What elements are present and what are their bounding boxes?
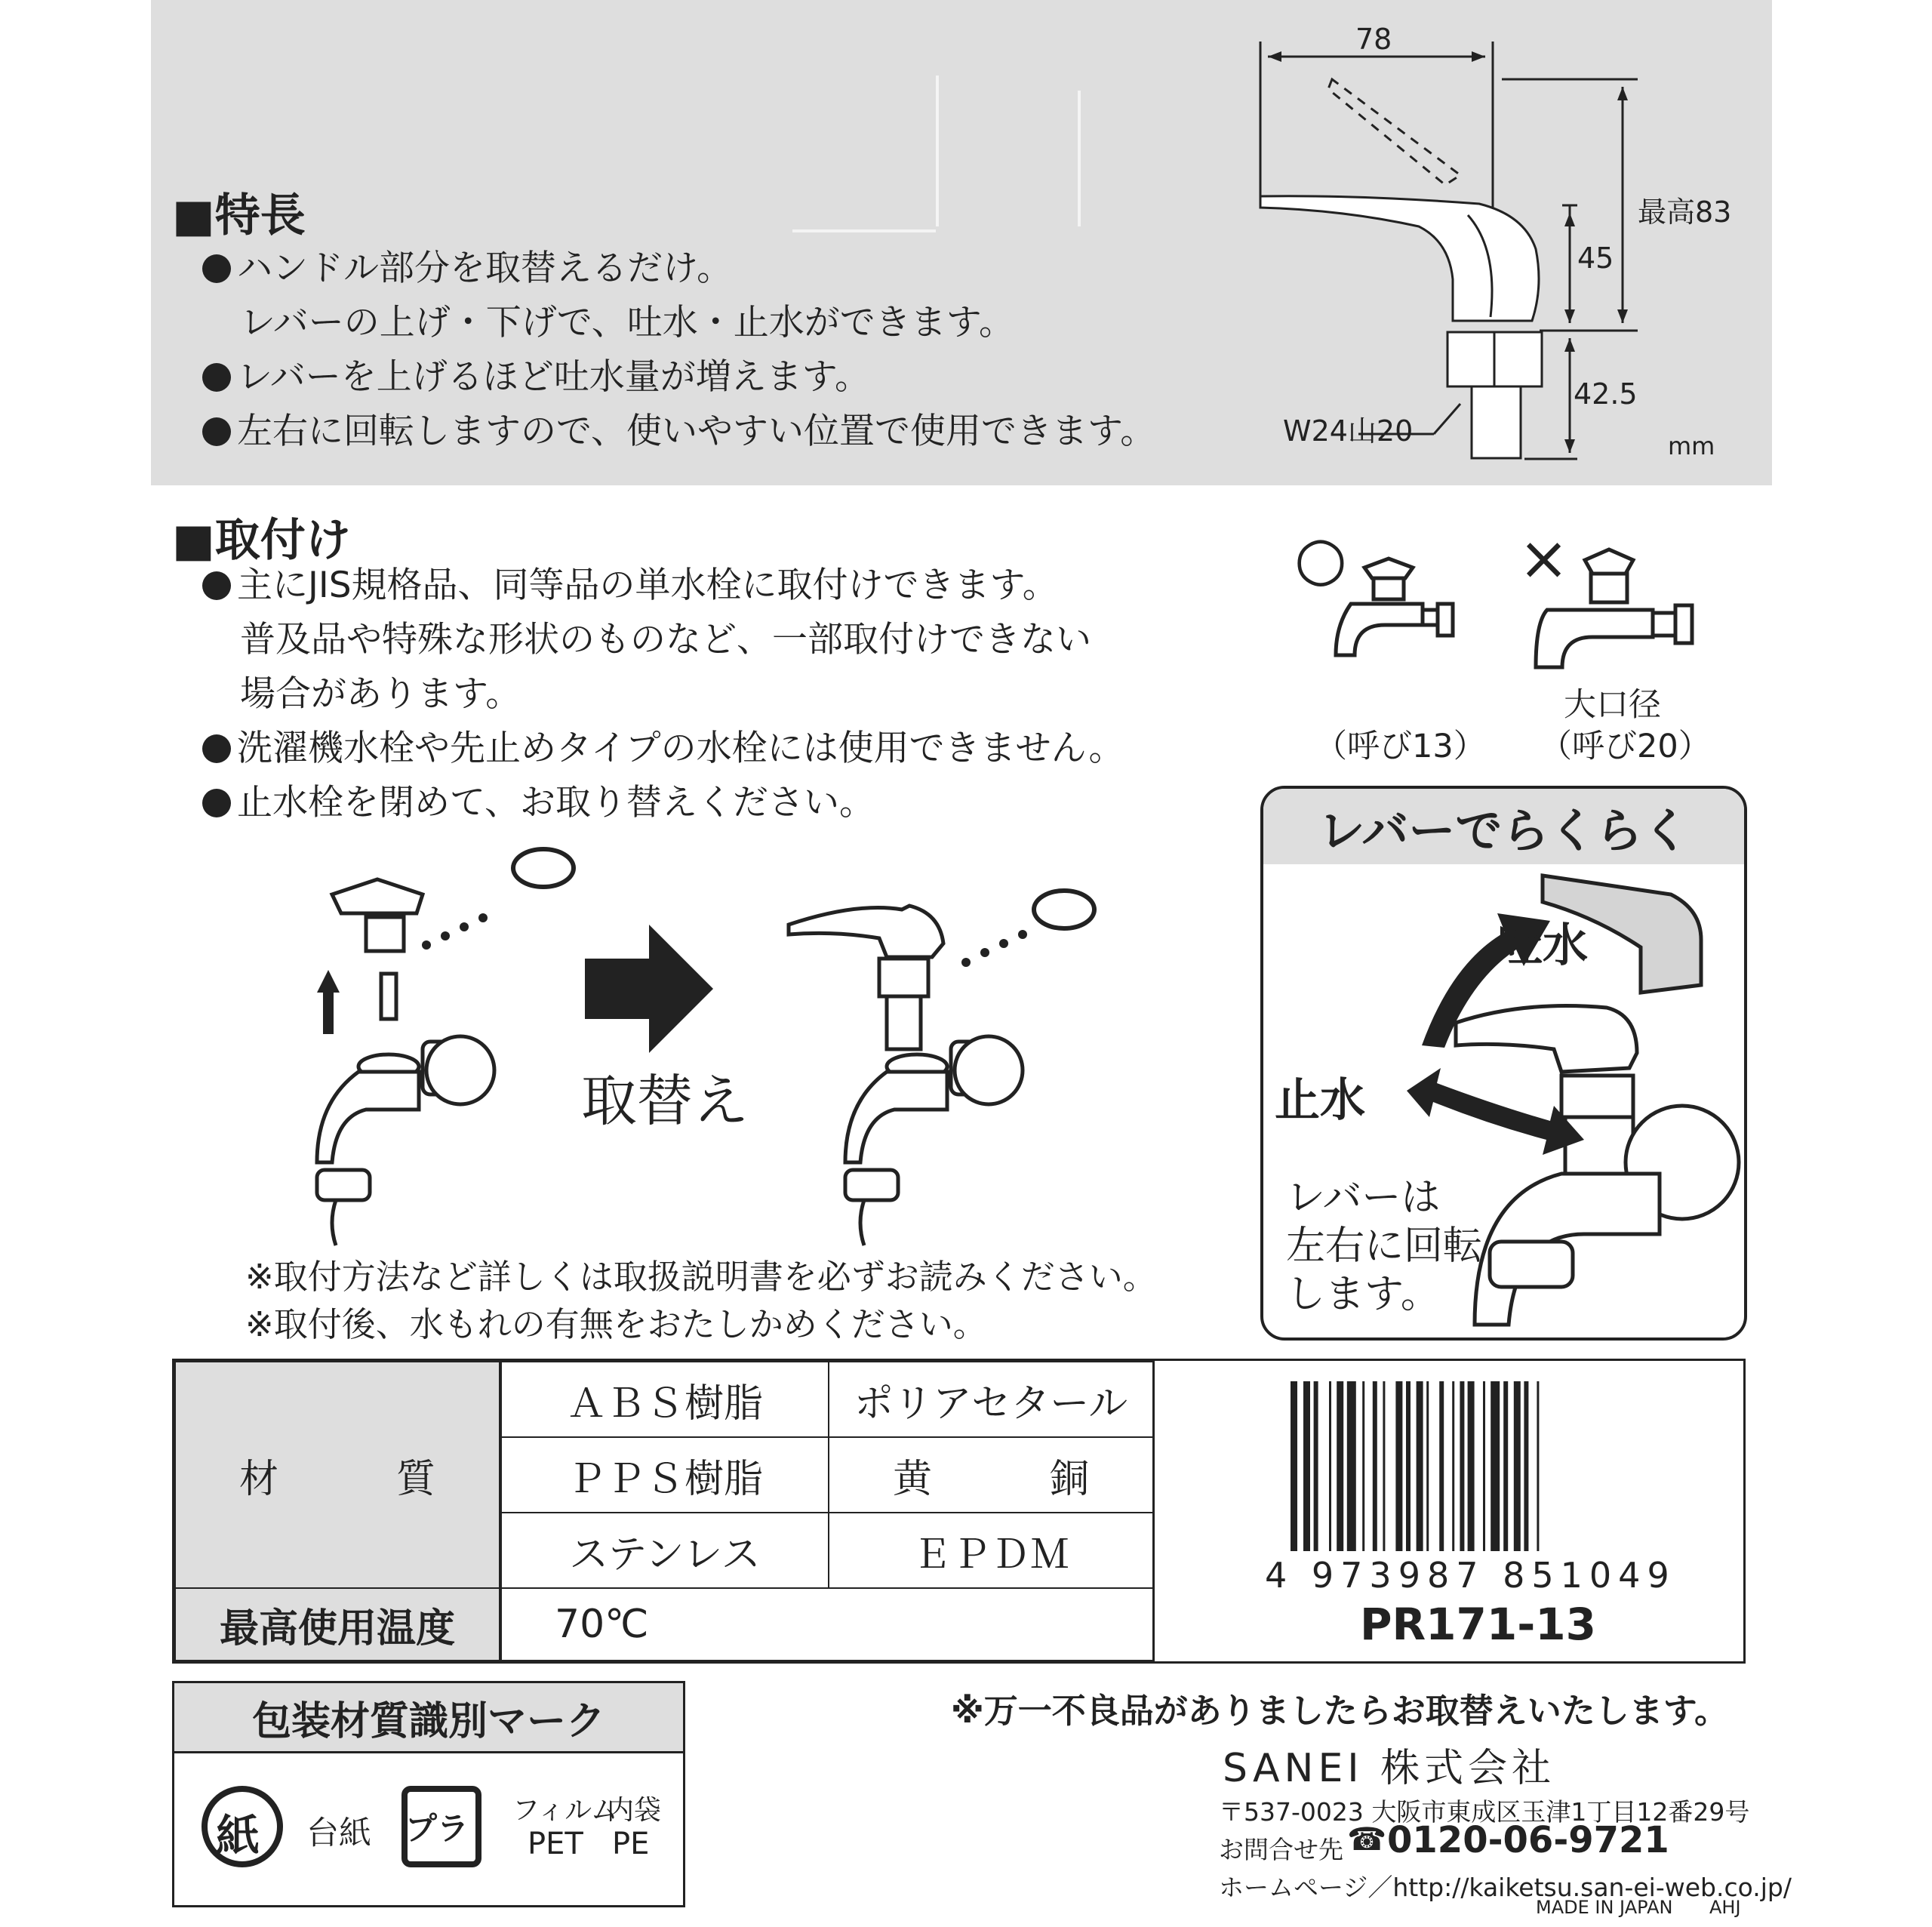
dim-base-height: 42.5: [1574, 377, 1638, 411]
barcode-bar: [1439, 1381, 1444, 1551]
contact-label: お問合せ先: [1219, 1835, 1343, 1864]
barcode-bar: [1383, 1381, 1385, 1551]
install-note-1: ※取付方法など詳しくは取扱説明書を必ずお読みください。: [245, 1257, 1157, 1297]
dim-lever-height: 45: [1577, 242, 1614, 275]
barcode-bar: [1483, 1381, 1485, 1551]
barcode-bar: [1329, 1381, 1331, 1551]
company-address: 〒537-0023 大阪市東成区玉津1丁目12番29号: [1219, 1797, 1750, 1827]
film-label: フィルム: [512, 1795, 618, 1826]
replace-label: 取替え: [581, 1069, 749, 1134]
inner-material: PE: [612, 1827, 650, 1861]
barcode-bar: [1503, 1381, 1508, 1551]
ok-caption: （呼び13）: [1315, 728, 1486, 765]
made-in: MADE IN JAPAN: [1536, 1897, 1673, 1918]
dim-thread: W24山20: [1283, 414, 1414, 448]
feature-item: レバーを上げるほど吐水量が増えます。: [202, 350, 1155, 405]
phone-icon: ☎: [1347, 1821, 1387, 1858]
lever-rotate-note: レバーは 左右に回転 します。: [1286, 1175, 1483, 1317]
barcode-bar: [1468, 1381, 1475, 1551]
barcode-bar: [1426, 1381, 1429, 1551]
barcode-bar: [1406, 1381, 1411, 1551]
plastic-mark-icon: プラ: [405, 1810, 469, 1847]
lever-close-label: 止水: [1275, 1074, 1365, 1127]
features-heading: ■特長: [172, 189, 306, 242]
install-item: 止水栓を閉めて、お取り替えください。: [202, 776, 1124, 830]
material-cell: ＡＢＳ樹脂: [500, 1361, 829, 1438]
film-material: PET: [528, 1827, 583, 1861]
install-item-cont: 場合があります。: [240, 673, 521, 715]
temp-value: 70℃: [500, 1587, 1154, 1661]
feature-item-cont: レバーの上げ・下げで、吐水・止水ができます。: [240, 302, 1015, 343]
lever-callout-title: レバーでらくらく: [1263, 789, 1744, 864]
install-note-2: ※取付後、水もれの有無をおたしかめください。: [245, 1304, 987, 1344]
guarantee-note: ※万一不良品がありましたらお取替えいたします。: [951, 1691, 1729, 1731]
barcode-bar: [1362, 1381, 1364, 1551]
dim-max-height: 最高83: [1638, 195, 1732, 229]
material-cell: ＥＰＤＭ: [828, 1512, 1154, 1589]
barcode-bar: [1491, 1381, 1500, 1551]
install-item: 洗濯機水栓や先止めタイプの水栓には使用できません。: [202, 722, 1124, 776]
lever-open-label: 吐水: [1497, 919, 1588, 972]
packaging-title: 包装材質識別マーク: [174, 1683, 683, 1753]
barcode-bar: [1303, 1381, 1310, 1551]
install-item: 主にJIS規格品、同等品の単水栓に取付けできます。: [202, 559, 1124, 613]
product-code: PR171-13: [1360, 1599, 1597, 1650]
packaging-box: [172, 1681, 685, 1907]
barcode-bar: [1452, 1381, 1454, 1551]
paper-mark-icon: 紙: [216, 1810, 260, 1861]
ng-caption-1: 大口径: [1564, 686, 1661, 724]
feature-item: 左右に回転しますので、使いやすい位置で使用できます。: [202, 405, 1155, 459]
dim-width: 78: [1355, 23, 1392, 56]
barcode-bar: [1314, 1381, 1318, 1551]
barcode-number: 4 973987 851049: [1265, 1555, 1676, 1596]
installation-heading: ■取付け: [172, 514, 351, 567]
material-cell: ポリアセタール: [828, 1361, 1154, 1438]
company-website[interactable]: ホームページ／http://kaiketsu.san-ei-web.co.jp/: [1219, 1873, 1792, 1902]
barcode: [1275, 1381, 1675, 1570]
barcode-bar: [1524, 1381, 1528, 1551]
barcode-bar: [1395, 1381, 1402, 1551]
barcode-bar: [1337, 1381, 1343, 1551]
barcode-bar: [1417, 1381, 1423, 1551]
ok-mark: ○: [1294, 523, 1347, 593]
barcode-bar: [1460, 1381, 1464, 1551]
lever-callout: [1260, 786, 1747, 1341]
temp-label: 最高使用温度: [174, 1587, 500, 1661]
material-cell: 黄 銅: [828, 1436, 1154, 1513]
barcode-bar: [1291, 1381, 1297, 1551]
inner-label: 内袋: [607, 1795, 662, 1826]
install-item-cont: 普及品や特殊な形状のものなど、一部取付けできない: [240, 619, 1091, 660]
company-name: SANEI 株式会社: [1223, 1746, 1556, 1791]
paper-label: 台紙: [306, 1815, 371, 1852]
feature-item: ハンドル部分を取替えるだけ。: [202, 242, 1155, 296]
material-cell: ステンレス: [500, 1512, 829, 1589]
barcode-bar: [1373, 1381, 1377, 1551]
barcode-bar: [1537, 1381, 1539, 1551]
company-phone: 0120-06-9721: [1387, 1819, 1669, 1861]
barcode-bar: [1347, 1381, 1356, 1551]
barcode-bar: [1514, 1381, 1521, 1551]
ng-mark: ×: [1518, 523, 1570, 593]
ng-caption-2: （呼び20）: [1540, 728, 1711, 765]
origin-code: AHJ: [1709, 1897, 1741, 1918]
dim-unit: mm: [1668, 432, 1715, 460]
material-label: 材 質: [174, 1361, 500, 1589]
material-cell: ＰＰＳ樹脂: [500, 1436, 829, 1513]
